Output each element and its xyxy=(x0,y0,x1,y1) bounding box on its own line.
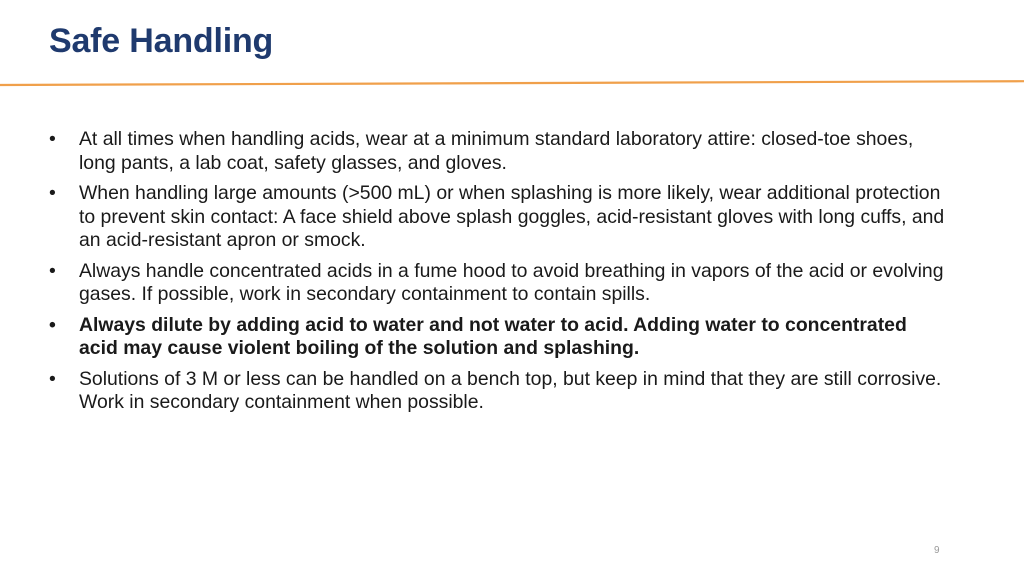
bullet-marker: • xyxy=(49,182,56,204)
bullet-marker: • xyxy=(49,259,56,282)
slide-title: Safe Handling xyxy=(49,22,274,60)
bullet-text: Always handle concentrated acids in a fume hood to avoid breathing in vapors of the acid or evolving gases. If possible, work in secondary containment to contain spills. xyxy=(79,259,944,305)
bullet-text: Always dilute by adding acid to water and not water to acid. Adding water to concentrated acid may cause violent boiling of the solution and splashing. xyxy=(79,313,907,359)
bullet-marker: • xyxy=(49,313,56,336)
bullet-text: At all times when handling acids, wear at a minimum standard laboratory attire: closed-toe shoes, long pants, a lab coat, safety glasses, and gloves. xyxy=(79,128,914,174)
bullet-list xyxy=(49,128,949,422)
bullet-item xyxy=(49,260,949,307)
bullet-item-emphasized xyxy=(49,314,949,361)
bullet-item xyxy=(49,128,949,175)
page-number: 9 xyxy=(934,545,940,556)
bullet-text: When handling large amounts (>500 mL) or when splashing is more likely, wear additional protection to prevent skin contact: A face shield above splash goggles, acid-resistant gloves with long cuffs, and an acid-resistant apron or smock. xyxy=(79,182,945,251)
title-divider-line xyxy=(0,81,1024,85)
bullet-marker: • xyxy=(49,367,56,390)
title-divider xyxy=(0,80,1024,88)
bullet-text: Solutions of 3 M or less can be handled on a bench top, but keep in mind that they are still corrosive. Work in secondary containment when possible. xyxy=(79,367,942,413)
bullet-item xyxy=(49,182,949,253)
bullet-item xyxy=(49,368,949,415)
bullet-marker: • xyxy=(49,128,56,150)
